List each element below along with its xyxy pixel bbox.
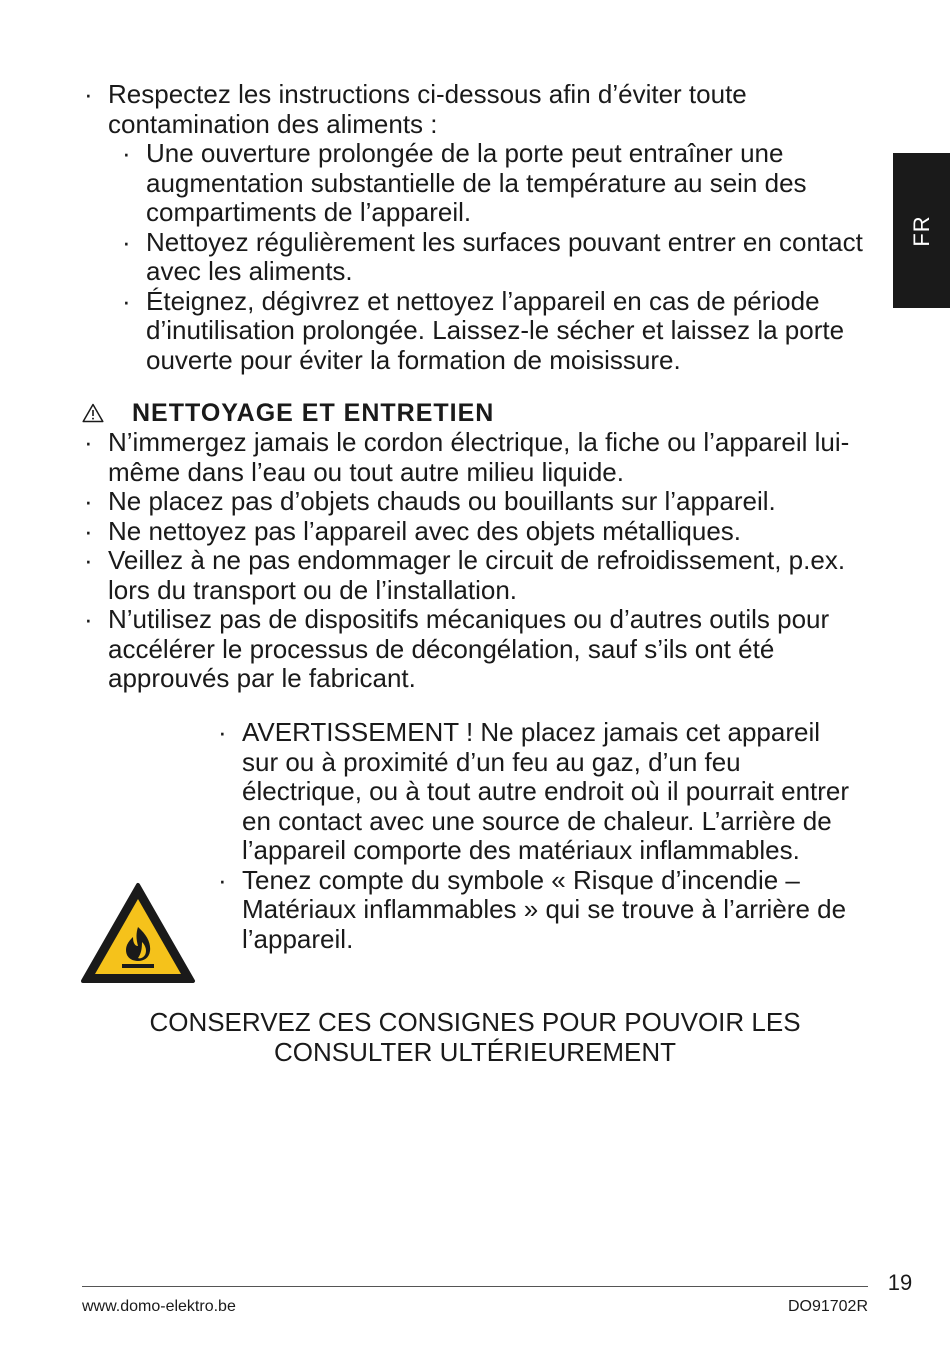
bullet-dot: · <box>84 545 93 575</box>
intro-sub-bullet-text: Une ouverture prolongée de la porte peut entraîner une augmentation substantielle de la température au sein des compartiments de l’appareil. <box>146 138 807 227</box>
bullet-dot: · <box>84 604 93 634</box>
bullet-dot: · <box>122 138 131 168</box>
list-item-text: Ne nettoyez pas l’appareil avec des objets métalliques. <box>108 515 742 546</box>
list-item-text: Ne placez pas d’objets chauds ou bouillants sur l’appareil. <box>108 486 776 516</box>
list-item <box>84 428 874 487</box>
section-heading-text: NETTOYAGE ET ENTRETIEN <box>132 398 495 427</box>
bullet-dot: · <box>218 864 227 895</box>
list-item <box>84 546 874 605</box>
bullet-dot: · <box>84 79 93 109</box>
warning-item-text: Tenez compte du symbole « Risque d’incendie – Matériaux inflammables » qui se trouve à l’arrière de l’appareil. <box>242 864 847 954</box>
intro-sub-bullet <box>122 139 874 228</box>
flammable-hazard-icon <box>80 882 196 984</box>
intro-sub-bullet-text: Nettoyez régulièrement les surfaces pouvant entrer en contact avec les aliments. <box>146 226 863 286</box>
language-tab <box>893 153 950 308</box>
website-url: www.domo-elektro.be <box>82 1298 236 1315</box>
bullet-dot: · <box>84 486 93 516</box>
bullet-dot: · <box>84 515 93 546</box>
list-item <box>84 605 874 694</box>
intro-section <box>84 80 874 375</box>
bullet-dot: · <box>122 285 131 316</box>
list-item-text: N’utilisez pas de dispositifs mécaniques ou d’autres outils pour accélérer le processus de décongélation, sauf s’ils ont été approuvés par le fabricant. <box>108 604 830 693</box>
keep-instructions-note <box>90 1008 860 1067</box>
list-item <box>84 517 874 547</box>
footer-divider <box>82 1286 868 1287</box>
keep-instructions-line: CONSERVEZ CES CONSIGNES POUR POUVOIR LES <box>149 1007 801 1037</box>
model-code: DO91702R <box>787 1298 868 1315</box>
keep-instructions-line: CONSULTER ULTÉRIEUREMENT <box>273 1036 677 1067</box>
warning-triangle-icon <box>82 403 104 423</box>
list-item-text: Veillez à ne pas endommager le circuit de refroidissement, p.ex. lors du transport ou de l’installation. <box>108 545 846 605</box>
list-item <box>84 487 874 517</box>
language-tab-label: FR <box>908 214 934 247</box>
intro-sub-bullet-text: Éteignez, dégivrez et nettoyez l’appareil en cas de période d’inutilisation prolongée. Laissez-le sécher et laissez la porte ouverte pour éviter la formation de moisissure. <box>146 285 845 375</box>
section-heading <box>82 398 494 428</box>
bullet-dot: · <box>122 226 131 257</box>
warning-block <box>218 718 858 954</box>
bullet-dot: · <box>84 427 93 457</box>
list-item-text: N’immergez jamais le cordon électrique, la fiche ou l’appareil lui-même dans l’eau ou tout autre milieu liquide. <box>108 427 850 487</box>
intro-bullet <box>84 80 874 139</box>
intro-sub-bullet <box>122 228 874 287</box>
intro-bullet-text: Respectez les instructions ci-dessous afin d’éviter toute contamination des aliments : <box>108 79 747 139</box>
cleaning-list <box>84 428 874 694</box>
warning-item-text: AVERTISSEMENT ! Ne placez jamais cet appareil sur ou à proximité d’un feu au gaz, d’un feu électrique, ou à tout autre endroit où il pourrait entrer en contact avec une source de chaleur. L’arrière de l’appareil comporte des matériaux inflammables. <box>242 717 850 865</box>
intro-sub-bullet <box>122 287 874 376</box>
bullet-dot: · <box>218 717 227 747</box>
warning-item <box>218 866 858 955</box>
page-number: 19 <box>887 1270 913 1295</box>
warning-item <box>218 718 858 866</box>
